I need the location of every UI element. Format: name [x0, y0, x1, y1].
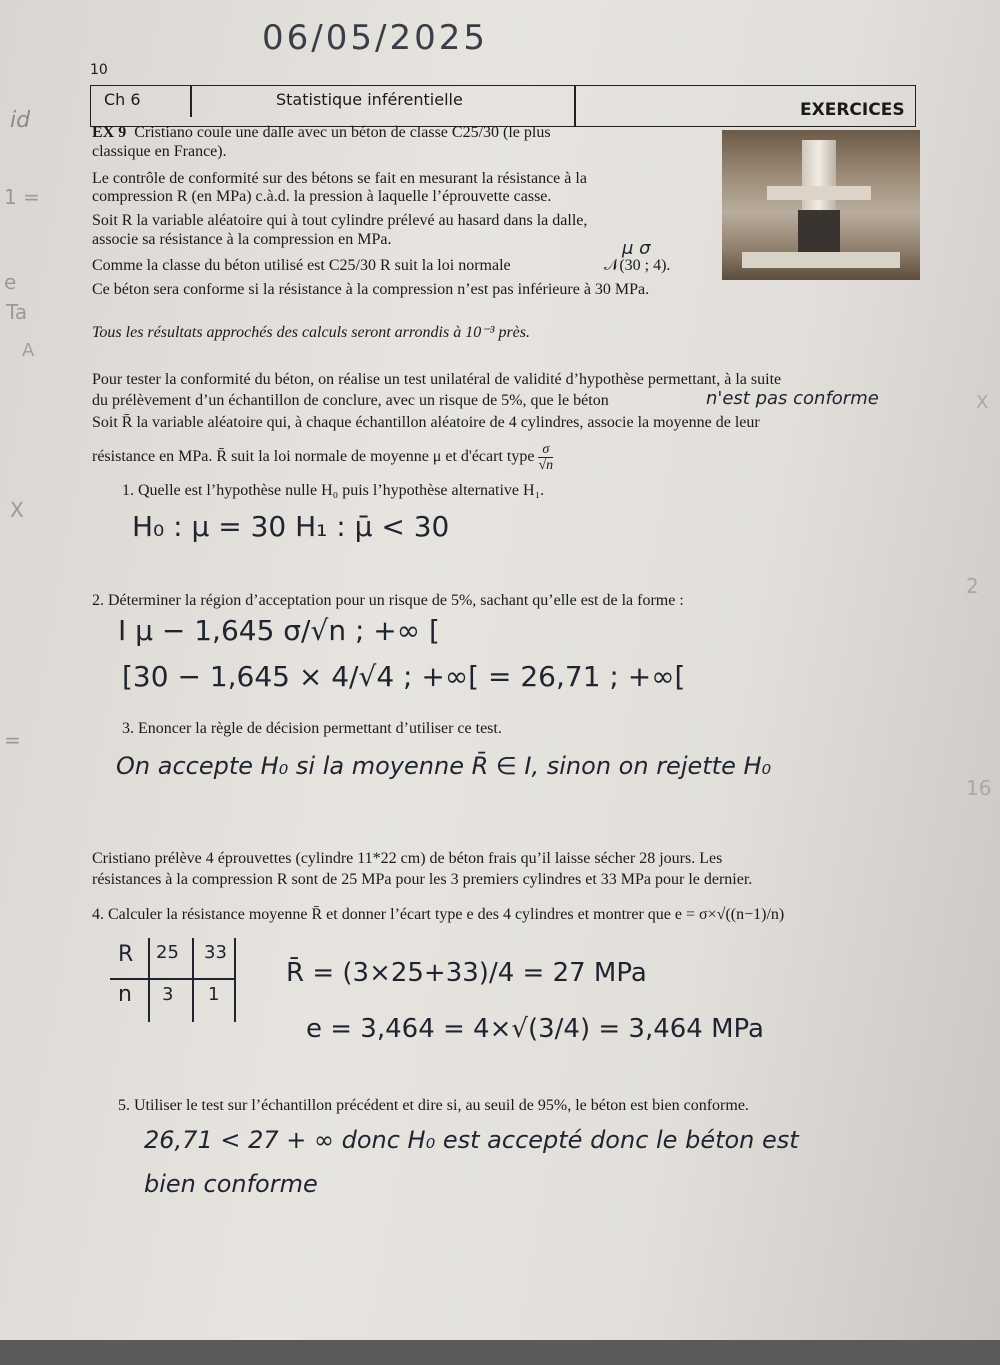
table-value-25: 25 [156, 942, 179, 963]
rounding-note: Tous les résultats approchés des calculs seront arrondis à 10⁻³ près. [92, 324, 530, 341]
paragraph-variable-l1: Soit R la variable aléatoire qui à tout cylindre prélevé au hasard dans la dalle, [92, 212, 588, 229]
chapter-label: Ch 6 [104, 90, 141, 109]
margin-note: 1 = [4, 185, 40, 209]
question-5: 5. Utiliser le test sur l’échantillon précédent et dire si, au seuil de 95%, le béton est bien conforme. [118, 1097, 749, 1114]
margin-note: id [10, 108, 31, 133]
paragraph-control-l1: Le contrôle de conformité sur des bétons se fait en mesurant la résistance à la [92, 170, 587, 187]
table-header-R: R [118, 942, 134, 967]
table-count-3: 3 [162, 984, 174, 1005]
margin-note: X [976, 392, 989, 413]
test-paragraph-l2: du prélèvement d’un échantillon de conclure, avec un risque de 5%, que le béton [92, 392, 609, 409]
header-table [90, 85, 916, 127]
margin-note: Ta [6, 300, 28, 324]
press-test-photo [722, 130, 920, 280]
answer-1-handwritten: H₀ : μ = 30 H₁ : μ̄ < 30 [132, 510, 450, 543]
answer-2-line2-handwritten: [30 − 1,645 × 4/√4 ; +∞[ = 26,71 ; +∞[ [122, 660, 686, 693]
margin-note: 2 [966, 574, 979, 598]
table-header-n: n [118, 982, 132, 1007]
exercise-label: EX 9 [92, 124, 127, 141]
page-number: 10 [90, 62, 108, 78]
date-handwritten: 06/05/2025 [262, 18, 488, 58]
table-value-33: 33 [204, 942, 227, 963]
answer-4-sd-handwritten: e = 3,464 = 4×√(3/4) = 3,464 MPa [306, 1014, 764, 1044]
context-l1: Cristiano prélève 4 éprouvettes (cylindre 11*22 cm) de béton frais qu’il laisse sécher 28 jours. Les [92, 850, 723, 867]
table-count-1: 1 [208, 984, 220, 1005]
test-paragraph-l4: résistance en MPa. R̄ suit la loi normale de moyenne μ et d'écart type $\frac{\sigma}{√n}$ [92, 442, 554, 473]
margin-note: 16 [966, 776, 992, 800]
section-label: EXERCICES [800, 100, 905, 120]
margin-note: A [22, 340, 35, 361]
exercise-intro: EX 9 Cristiano coule une dalle avec un béton de classe C25/30 (le plus [92, 124, 551, 141]
paragraph-conformity: Ce béton sera conforme si la résistance à la compression n’est pas inférieure à 30 MPa. [92, 281, 650, 298]
test-paragraph-l1: Pour tester la conformité du béton, on réalise un test unilatéral de validité d’hypothèse permettant, à la suite [92, 371, 782, 388]
normal-law: 𝒩(30 ; 4). [604, 257, 671, 274]
chapter-title: Statistique inférentielle [276, 90, 463, 109]
margin-note: = [4, 728, 21, 752]
sigma-over-root-n: $\frac{\sigma}{√n}$ [538, 442, 554, 473]
paragraph-control-l2: compression R (en MPa) c.à.d. la pression à laquelle l’éprouvette casse. [92, 188, 552, 205]
question-3: 3. Enoncer la règle de décision permettant d’utiliser ce test. [122, 720, 502, 737]
answer-4-mean-handwritten: R̄ = (3×25+33)/4 = 27 MPa [286, 958, 647, 988]
paragraph-law: Comme la classe du béton utilisé est C25/30 R suit la loi normale [92, 257, 511, 274]
handwritten-mu-sigma: μ σ [622, 238, 651, 259]
handwritten-not-conform: n'est pas conforme [706, 388, 879, 409]
answer-3-handwritten: On accepte H₀ si la moyenne R̄ ∈ I, sinon on rejette H₀ [116, 752, 772, 780]
exercise-intro-line2: classique en France). [92, 143, 227, 160]
test-paragraph-l3: Soit R̄ la variable aléatoire qui, à chaque échantillon aléatoire de 4 cylindres, associe la moyenne de leur [92, 414, 760, 431]
question-4: 4. Calculer la résistance moyenne R̄ et donner l’écart type e des 4 cylindres et montrer que e = σ×√((n−1)/n) [92, 906, 785, 923]
question-2: 2. Déterminer la région d’acceptation pour un risque de 5%, sachant qu’elle est de la forme : [92, 592, 684, 609]
context-l2: résistances à la compression R sont de 25 MPa pour les 3 premiers cylindres et 33 MPa pour le dernier. [92, 871, 753, 888]
question-1: 1. Quelle est l’hypothèse nulle H₀ puis l’hypothèse alternative H₁. [122, 482, 545, 499]
paragraph-variable-l2: associe sa résistance à la compression en MPa. [92, 231, 392, 248]
answer-4-table [110, 938, 236, 1022]
margin-note: X [10, 498, 24, 522]
answer-5-line2-handwritten: bien conforme [144, 1170, 318, 1198]
answer-5-line1-handwritten: 26,71 < 27 + ∞ donc H₀ est accepté donc le béton est [144, 1126, 799, 1154]
margin-note: e [4, 270, 17, 294]
answer-2-line1-handwritten: I μ − 1,645 σ/√n ; +∞ [ [118, 614, 440, 647]
